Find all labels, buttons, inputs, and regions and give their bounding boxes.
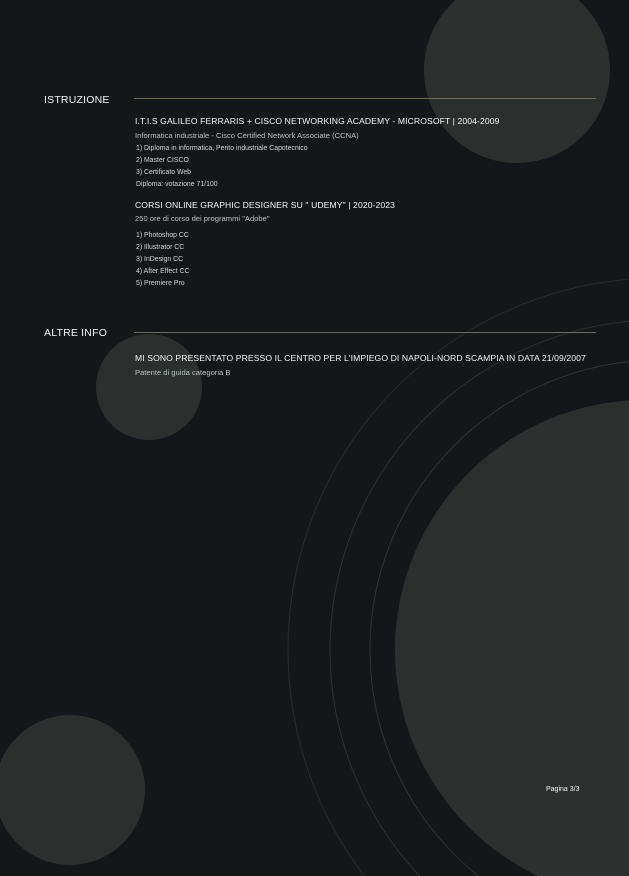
entry-title: CORSI ONLINE GRAPHIC DESIGNER SU " UDEMY" | 2020-2023 bbox=[135, 200, 396, 210]
circle-large-right bbox=[395, 400, 629, 876]
list-item: 2) Master CISCO bbox=[136, 157, 189, 164]
page-number: Pagina 3/3 bbox=[546, 786, 580, 793]
entry-title: I.T.I.S GALILEO FERRARIS + CISCO NETWORKING ACADEMY - MICROSOFT | 2004-2009 bbox=[135, 116, 500, 126]
circle-middle-left bbox=[96, 334, 202, 440]
list-item: Diploma: votazione 71/100 bbox=[136, 181, 218, 188]
section-title-istruzione: ISTRUZIONE bbox=[44, 94, 110, 106]
section-title-altre-info: ALTRE INFO bbox=[44, 327, 108, 339]
section-divider bbox=[134, 98, 596, 99]
entry-subtitle: Informatica industriale - Cisco Certified Network Associate (CCNA) bbox=[135, 131, 359, 140]
list-item: 3) InDesign CC bbox=[136, 256, 184, 263]
circle-bottom-left bbox=[0, 715, 145, 865]
entry-subtitle: Patente di guida categoria B bbox=[135, 368, 231, 377]
entry-list bbox=[136, 143, 308, 191]
list-item: 2) Illustrator CC bbox=[136, 244, 185, 251]
circle-top-right bbox=[424, 0, 610, 163]
list-item: 1) Photoshop CC bbox=[136, 232, 189, 239]
list-item: 3) Certificato Web bbox=[136, 169, 192, 176]
entry-subtitle: 250 ore di corso dei programmi "Adobe" bbox=[135, 214, 270, 223]
entry-title: MI SONO PRESENTATO PRESSO IL CENTRO PER L'IMPIEGO DI NAPOLI-NORD SCAMPIA IN DATA 21/09/2007 bbox=[135, 353, 586, 363]
list-item: 5) Premiere Pro bbox=[136, 280, 185, 287]
section-divider bbox=[134, 332, 596, 333]
list-item: 1) Diploma in informatica, Perito industriale Capotecnico bbox=[136, 145, 308, 152]
entry-list bbox=[136, 230, 190, 290]
list-item: 4) After Effect CC bbox=[136, 268, 190, 275]
